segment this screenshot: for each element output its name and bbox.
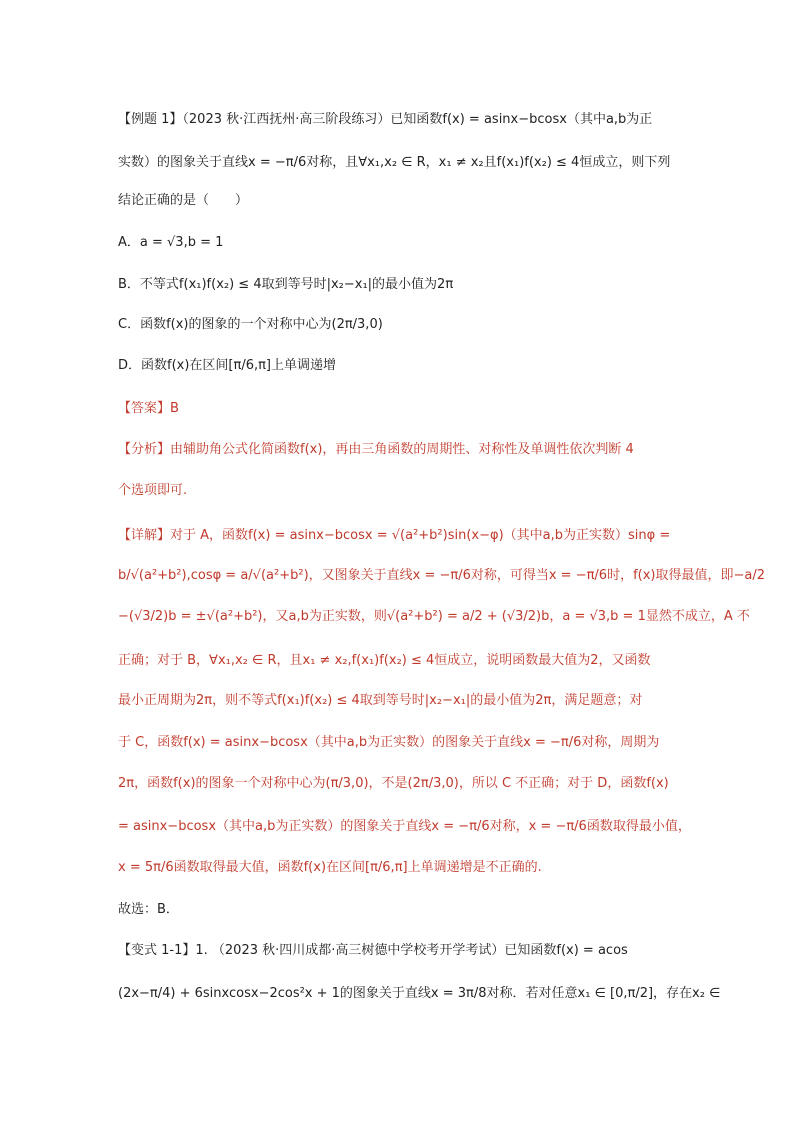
variant-line-2: (2x−π/4) + 6sinxcosx−2cos²x + 1的图象关于直线x = 3π/8对称．若对任意x₁ ∈ [0,π/2]，存在x₂ ∈ <box>118 986 721 1001</box>
example-title-line-3: 结论正确的是（ ） <box>118 193 249 208</box>
detail-line-6: 于 C，函数f(x) = asinx−bcosx（其中a,b为正实数）的图象关于直线x = −π/6对称，周期为 <box>118 735 660 750</box>
detail-line-8: = asinx−bcosx（其中a,b为正实数）的图象关于直线x = −π/6对称，x = −π/6函数取得最小值， <box>118 819 691 834</box>
conclusion: 故选：B． <box>118 902 179 917</box>
option-b: B．不等式f(x₁)f(x₂) ≤ 4取到等号时|x₂−x₁|的最小值为2π <box>118 277 454 292</box>
detail-line-4: 正确；对于 B，∀x₁,x₂ ∈ R，且x₁ ≠ x₂,f(x₁)f(x₂) ≤ 4恒成立，说明函数最大值为2，又函数 <box>118 653 651 668</box>
detail-line-5: 最小正周期为2π，则不等式f(x₁)f(x₂) ≤ 4取到等号时|x₂−x₁|的最小值为2π，满足题意；对 <box>118 693 643 708</box>
detail-line-3: −(√3/2)b = ±√(a²+b²)，又a,b为正实数，则√(a²+b²) = a/2 + (√3/2)b，a = √3,b = 1显然不成立，A 不 <box>118 609 750 624</box>
analysis-line-1: 【分析】由辅助角公式化简函数f(x)，再由三角函数的周期性、对称性及单调性依次判断 4 <box>118 442 634 457</box>
analysis-line-2: 个选项即可. <box>118 483 188 498</box>
example-title-line-1: 【例题 1】（2023 秋·江西抚州·高三阶段练习）已知函数f(x) = asinx−bcosx（其中a,b为正 <box>118 112 653 127</box>
detail-line-9: x = 5π/6函数取得最大值，函数f(x)在区间[π/6,π]上单调递增是不正确的. <box>118 860 542 875</box>
variant-line-1: 【变式 1-1】1. （2023 秋·四川成都·高三树德中学校考开学考试）已知函数f(x) = acos <box>118 943 628 958</box>
detail-line-1: 【详解】对于 A，函数f(x) = asinx−bcosx = √(a²+b²)sin(x−φ)（其中a,b为正实数）sinφ = <box>118 528 671 543</box>
option-d: D．函数f(x)在区间[π/6,π]上单调递增 <box>118 358 337 373</box>
answer: 【答案】B <box>118 401 179 416</box>
detail-line-2: b/√(a²+b²),cosφ = a/√(a²+b²)，又图象关于直线x = −π/6对称，可得当x = −π/6时，f(x)取得最值，即−a/2 <box>118 568 766 583</box>
option-c: C．函数f(x)的图象的一个对称中心为(2π/3,0) <box>118 317 383 332</box>
option-a: A．a = √3,b = 1 <box>118 235 224 250</box>
example-title-line-2: 实数）的图象关于直线x = −π/6对称，且∀x₁,x₂ ∈ R，x₁ ≠ x₂且f(x₁)f(x₂) ≤ 4恒成立，则下列 <box>118 155 671 170</box>
detail-line-7: 2π，函数f(x)的图象一个对称中心为(π/3,0)，不是(2π/3,0)，所以 C 不正确；对于 D，函数f(x) <box>118 776 669 791</box>
